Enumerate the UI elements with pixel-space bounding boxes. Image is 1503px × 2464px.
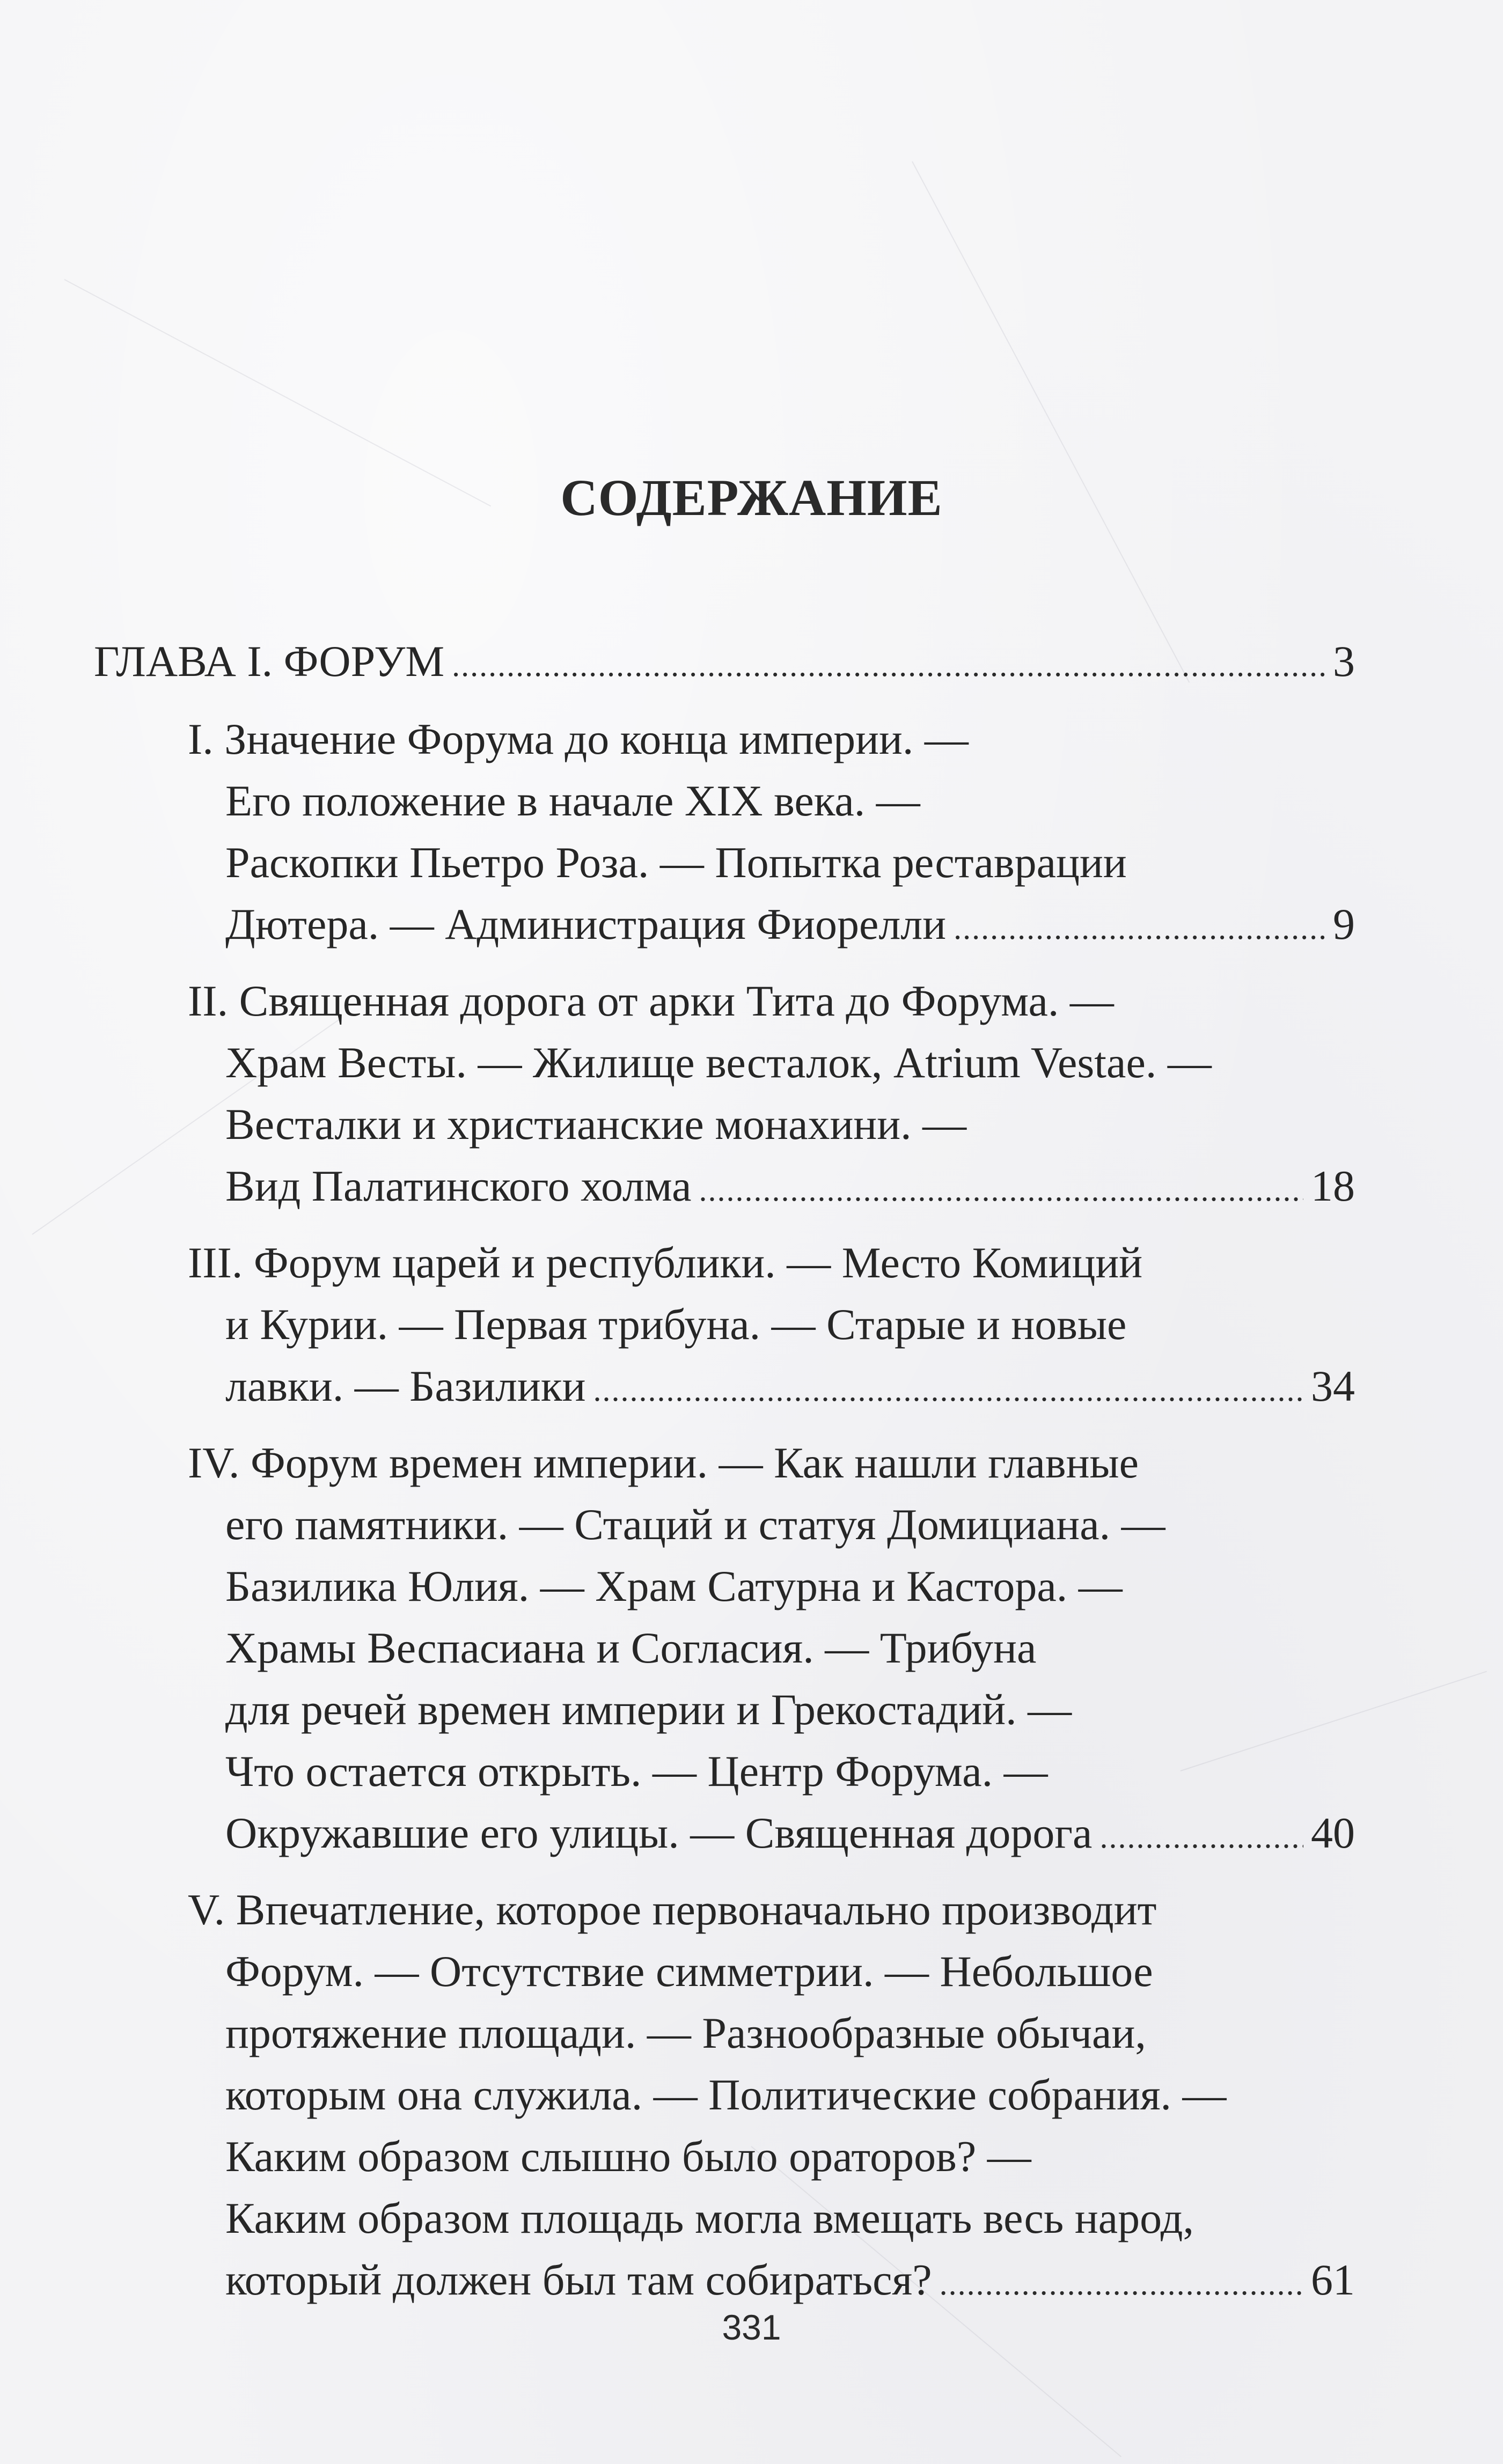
section-line: Храмы Веспасиана и Согласия. — Трибуна [225, 1623, 1037, 1672]
section-line: Форум. — Отсутствие симметрии. — Небольшое [225, 1947, 1153, 1996]
section-line: Каким образом слышно было ораторов? — [225, 2132, 1031, 2181]
toc-chapter-entry[interactable] [94, 630, 1355, 692]
dot-leader [1099, 1806, 1303, 1868]
section-line: и Курии. — Первая трибуна. — Старые и новые [225, 1300, 1127, 1349]
dot-leader [699, 1159, 1303, 1221]
page-number: 40 [1311, 1808, 1355, 1857]
section-line: Окружавшие его улицы. — Священная дорога [225, 1808, 1093, 1857]
page-number: 34 [1311, 1362, 1355, 1410]
section-line: его памятники. — Стаций и статуя Домициана. — [225, 1500, 1165, 1549]
section-line: Вид Палатинского холма [225, 1161, 692, 1210]
paper-crease [912, 161, 1190, 683]
section-line: II. Священная дорога от арки Тита до Форума. — [188, 976, 1114, 1025]
toc-section-entry[interactable] [94, 1879, 1355, 2311]
section-line: IV. Форум времен империи. — Как нашли главные [188, 1438, 1139, 1487]
section-line: лавки. — Базилики [225, 1362, 586, 1410]
section-line: Что остается открыть. — Центр Форума. — [225, 1747, 1048, 1796]
section-line: для речей времен империи и Грекостадий. — [225, 1685, 1072, 1734]
section-line: V. Впечатление, которое первоначально производит [188, 1885, 1157, 1934]
dot-leader [593, 1359, 1303, 1421]
section-line: Его положение в начале XIX века. — [225, 776, 920, 825]
dot-leader [940, 2253, 1303, 2315]
section-line: который должен был там собираться? [225, 2255, 932, 2304]
toc-section-entry[interactable] [94, 1432, 1355, 1864]
table-of-contents [94, 630, 1355, 2326]
page-number: 9 [1333, 900, 1355, 948]
section-line: III. Форум царей и республики. — Место Комиций [188, 1238, 1143, 1287]
section-line: Раскопки Пьетро Роза. — Попытка реставрации [225, 838, 1127, 887]
toc-section-entry[interactable] [94, 708, 1355, 955]
chapter-title: ГЛАВА I. ФОРУМ [94, 637, 445, 686]
toc-section-entry[interactable] [94, 970, 1355, 1217]
section-line: которым она служила. — Политические собрания. — [225, 2070, 1227, 2119]
dot-leader [954, 898, 1325, 959]
section-line: I. Значение Форума до конца империи. — [188, 715, 969, 763]
toc-section-entry[interactable] [94, 1232, 1355, 1417]
section-line: Базилика Юлия. — Храм Сатурна и Кастора. — [225, 1562, 1123, 1610]
folio-page-number: 331 [722, 2307, 781, 2347]
section-line: Весталки и христианские монахини. — [225, 1100, 967, 1149]
section-line: Каким образом площадь могла вмещать весь народ, [225, 2194, 1194, 2242]
dot-leader [452, 635, 1325, 696]
section-line: протяжение площади. — Разнообразные обычаи, [225, 2009, 1146, 2057]
page-number: 61 [1311, 2255, 1355, 2304]
page-number: 18 [1311, 1161, 1355, 1210]
section-line: Дютера. — Администрация Фиорелли [225, 900, 947, 948]
page-title: СОДЕРЖАНИЕ [560, 469, 943, 526]
section-line: Храм Весты. — Жилище весталок, Atrium Vestae. — [225, 1038, 1212, 1087]
page-number: 3 [1333, 637, 1355, 686]
